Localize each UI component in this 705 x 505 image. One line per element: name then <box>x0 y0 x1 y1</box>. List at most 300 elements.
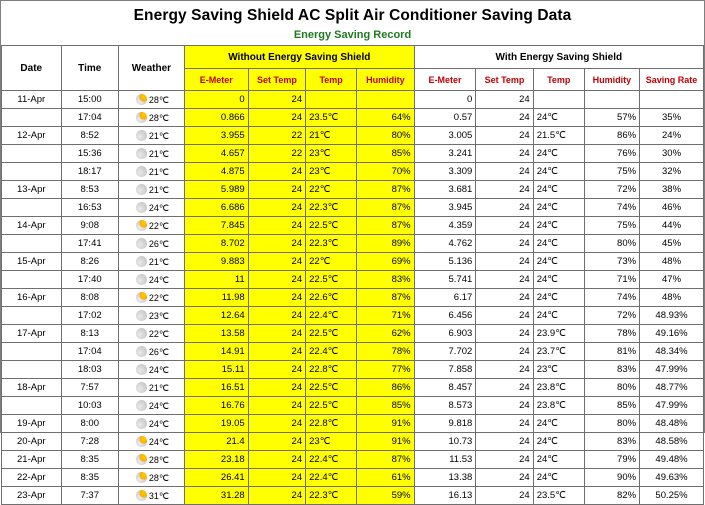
cell-with-emeter: 0 <box>414 91 476 109</box>
cell-with-humidity: 83% <box>584 433 639 451</box>
cell-with-temp: 23.8℃ <box>533 397 584 415</box>
cell-weather <box>118 253 184 271</box>
cell-with-humidity: 73% <box>584 253 639 271</box>
weather-temp: 21℃ <box>148 184 169 195</box>
cell-without-temp: 22.8℃ <box>306 415 357 433</box>
cell-time: 17:04 <box>61 109 118 127</box>
cell-with-settemp: 24 <box>476 415 533 433</box>
cell-saving-rate: 44% <box>640 217 704 235</box>
cell-without-settemp: 24 <box>248 181 305 199</box>
page-subtitle: Energy Saving Record <box>293 29 412 41</box>
cell-date <box>2 271 62 289</box>
cell-with-emeter: 6.903 <box>414 325 476 343</box>
cell-with-temp: 23.8℃ <box>533 379 584 397</box>
cell-without-temp: 22.3℃ <box>306 199 357 217</box>
sun-cloud-icon <box>136 454 147 465</box>
cell-without-settemp: 24 <box>248 307 305 325</box>
cell-without-humidity: 87% <box>357 181 414 199</box>
cell-with-temp: 23.5℃ <box>533 487 584 505</box>
cell-saving-rate: 46% <box>640 199 704 217</box>
table-row <box>2 289 704 307</box>
cell-with-temp: 24℃ <box>533 415 584 433</box>
cell-saving-rate: 50.25% <box>640 487 704 505</box>
sun-cloud-icon <box>136 490 147 501</box>
cell-with-emeter: 3.005 <box>414 127 476 145</box>
cell-time: 15:36 <box>61 145 118 163</box>
cell-without-humidity: 62% <box>357 325 414 343</box>
cell-without-humidity: 85% <box>357 397 414 415</box>
cell-saving-rate: 48.48% <box>640 415 704 433</box>
cell-with-emeter: 4.359 <box>414 217 476 235</box>
cell-without-humidity: 85% <box>357 145 414 163</box>
cell-with-settemp: 24 <box>476 433 533 451</box>
cell-with-temp: 24℃ <box>533 109 584 127</box>
cell-date <box>2 145 62 163</box>
cell-saving-rate: 48.77% <box>640 379 704 397</box>
cell-without-humidity: 91% <box>357 415 414 433</box>
weather-temp: 22℃ <box>148 292 169 303</box>
cell-without-settemp: 24 <box>248 289 305 307</box>
weather-temp: 26℃ <box>148 346 169 357</box>
cell-without-temp: 22.3℃ <box>306 235 357 253</box>
cell-without-humidity: 64% <box>357 109 414 127</box>
table-body <box>2 91 704 505</box>
cell-with-settemp: 24 <box>476 469 533 487</box>
cell-without-emeter: 19.05 <box>184 415 248 433</box>
cloud-icon <box>136 238 147 249</box>
table-row <box>2 325 704 343</box>
cell-with-emeter: 4.762 <box>414 235 476 253</box>
cell-weather <box>118 343 184 361</box>
table-row <box>2 397 704 415</box>
cell-without-humidity: 87% <box>357 199 414 217</box>
cell-without-temp: 22.3℃ <box>306 487 357 505</box>
cell-without-settemp: 24 <box>248 361 305 379</box>
cell-without-settemp: 24 <box>248 487 305 505</box>
cell-date <box>2 109 62 127</box>
cell-with-temp: 24℃ <box>533 253 584 271</box>
cell-with-temp: 24℃ <box>533 451 584 469</box>
cell-weather <box>118 145 184 163</box>
column-header-date: Date <box>2 46 62 91</box>
cell-with-temp: 24℃ <box>533 181 584 199</box>
cell-without-emeter: 3.955 <box>184 127 248 145</box>
cell-without-settemp: 22 <box>248 127 305 145</box>
cell-without-humidity: 87% <box>357 217 414 235</box>
cell-without-temp: 22.4℃ <box>306 343 357 361</box>
cell-without-temp: 22.5℃ <box>306 379 357 397</box>
cell-time: 16:53 <box>61 199 118 217</box>
cloud-icon <box>136 202 147 213</box>
column-header-time: Time <box>61 46 118 91</box>
cell-with-settemp: 24 <box>476 163 533 181</box>
cell-with-emeter: 3.241 <box>414 145 476 163</box>
cell-saving-rate: 49.48% <box>640 451 704 469</box>
cell-with-emeter: 11.53 <box>414 451 476 469</box>
cell-time: 8:53 <box>61 181 118 199</box>
cell-with-settemp: 24 <box>476 361 533 379</box>
weather-temp: 28℃ <box>148 472 169 483</box>
cell-without-settemp: 22 <box>248 145 305 163</box>
cell-without-settemp: 24 <box>248 325 305 343</box>
cell-without-settemp: 24 <box>248 433 305 451</box>
cell-without-temp: 22℃ <box>306 253 357 271</box>
column-header-with-emeter: E-Meter <box>414 69 476 91</box>
weather-temp: 21℃ <box>148 166 169 177</box>
cell-time: 17:04 <box>61 343 118 361</box>
sun-cloud-icon <box>136 292 147 303</box>
cell-with-emeter: 16.13 <box>414 487 476 505</box>
cell-without-settemp: 24 <box>248 469 305 487</box>
cell-weather <box>118 397 184 415</box>
cell-date <box>2 397 62 415</box>
cell-without-humidity: 87% <box>357 451 414 469</box>
cell-with-humidity: 79% <box>584 451 639 469</box>
column-header-without-settemp: Set Temp <box>248 69 305 91</box>
cell-with-temp: 21.5℃ <box>533 127 584 145</box>
cell-with-humidity: 71% <box>584 271 639 289</box>
cell-without-humidity: 61% <box>357 469 414 487</box>
cloud-icon <box>136 130 147 141</box>
cell-saving-rate: 38% <box>640 181 704 199</box>
cell-without-temp: 22.5℃ <box>306 271 357 289</box>
cell-time: 7:37 <box>61 487 118 505</box>
cell-with-humidity: 72% <box>584 181 639 199</box>
cell-with-humidity: 74% <box>584 199 639 217</box>
cell-without-humidity: 78% <box>357 343 414 361</box>
cell-with-temp: 24℃ <box>533 307 584 325</box>
cell-with-temp: 24℃ <box>533 235 584 253</box>
cell-with-settemp: 24 <box>476 253 533 271</box>
cell-date <box>2 361 62 379</box>
cloud-icon <box>136 148 147 159</box>
cell-without-temp: 22.4℃ <box>306 469 357 487</box>
cell-with-emeter: 8.573 <box>414 397 476 415</box>
cell-with-temp: 24℃ <box>533 217 584 235</box>
cell-saving-rate: 45% <box>640 235 704 253</box>
cloud-icon <box>136 274 147 285</box>
cell-with-settemp: 24 <box>476 235 533 253</box>
cell-without-settemp: 24 <box>248 253 305 271</box>
cell-time: 18:03 <box>61 361 118 379</box>
weather-temp: 21℃ <box>148 256 169 267</box>
cell-date: 17-Apr <box>2 325 62 343</box>
cell-date: 20-Apr <box>2 433 62 451</box>
cell-weather <box>118 487 184 505</box>
cell-with-emeter: 8.457 <box>414 379 476 397</box>
cell-without-settemp: 24 <box>248 397 305 415</box>
cell-saving-rate: 47% <box>640 271 704 289</box>
cell-without-temp: 23℃ <box>306 145 357 163</box>
cell-weather <box>118 379 184 397</box>
table-row <box>2 343 704 361</box>
cell-without-temp <box>306 91 357 109</box>
cell-with-humidity: 78% <box>584 325 639 343</box>
cell-with-humidity: 76% <box>584 145 639 163</box>
cell-with-emeter: 13.38 <box>414 469 476 487</box>
cell-weather <box>118 325 184 343</box>
cell-without-emeter: 23.18 <box>184 451 248 469</box>
cell-with-humidity: 81% <box>584 343 639 361</box>
column-header-without-emeter: E-Meter <box>184 69 248 91</box>
cell-with-emeter: 7.858 <box>414 361 476 379</box>
cell-weather <box>118 469 184 487</box>
cell-with-emeter: 5.136 <box>414 253 476 271</box>
cell-without-humidity: 69% <box>357 253 414 271</box>
cell-with-temp: 24℃ <box>533 271 584 289</box>
column-header-without-humidity: Humidity <box>357 69 414 91</box>
cell-saving-rate: 30% <box>640 145 704 163</box>
weather-temp: 24℃ <box>148 274 169 285</box>
cloud-icon <box>136 184 147 195</box>
cell-with-emeter: 7.702 <box>414 343 476 361</box>
cell-saving-rate <box>640 91 704 109</box>
cell-without-emeter: 0.866 <box>184 109 248 127</box>
table-row <box>2 487 704 505</box>
cell-with-settemp: 24 <box>476 199 533 217</box>
cell-weather <box>118 217 184 235</box>
cell-date: 21-Apr <box>2 451 62 469</box>
cell-saving-rate: 48% <box>640 253 704 271</box>
column-header-with-humidity: Humidity <box>584 69 639 91</box>
cell-with-settemp: 24 <box>476 289 533 307</box>
cell-without-temp: 22.6℃ <box>306 289 357 307</box>
cell-with-settemp: 24 <box>476 127 533 145</box>
table-row <box>2 163 704 181</box>
cell-without-temp: 22.5℃ <box>306 325 357 343</box>
cell-without-humidity: 91% <box>357 433 414 451</box>
cell-without-humidity: 87% <box>357 289 414 307</box>
table-row <box>2 433 704 451</box>
cell-without-emeter: 13.58 <box>184 325 248 343</box>
cell-date: 18-Apr <box>2 379 62 397</box>
cell-date: 22-Apr <box>2 469 62 487</box>
column-header-saving-rate: Saving Rate <box>640 69 704 91</box>
table-row <box>2 469 704 487</box>
cell-saving-rate: 48.34% <box>640 343 704 361</box>
cell-date: 15-Apr <box>2 253 62 271</box>
cloud-icon <box>136 364 147 375</box>
cell-with-settemp: 24 <box>476 343 533 361</box>
table-row <box>2 271 704 289</box>
cell-saving-rate: 49.16% <box>640 325 704 343</box>
cell-time: 10:03 <box>61 397 118 415</box>
cell-time: 17:41 <box>61 235 118 253</box>
column-header-with-settemp: Set Temp <box>476 69 533 91</box>
cell-with-humidity: 72% <box>584 307 639 325</box>
cell-date: 16-Apr <box>2 289 62 307</box>
cell-time: 8:35 <box>61 469 118 487</box>
table-row <box>2 253 704 271</box>
cloud-icon <box>136 256 147 267</box>
cell-time: 15:00 <box>61 91 118 109</box>
cell-time: 18:17 <box>61 163 118 181</box>
weather-temp: 21℃ <box>148 148 169 159</box>
table-row <box>2 145 704 163</box>
cell-without-temp: 22.4℃ <box>306 451 357 469</box>
cell-with-humidity: 83% <box>584 361 639 379</box>
energy-saving-table <box>1 45 704 505</box>
cell-weather <box>118 199 184 217</box>
cell-with-temp: 24℃ <box>533 469 584 487</box>
cell-with-humidity: 80% <box>584 379 639 397</box>
cloud-icon <box>136 328 147 339</box>
cell-with-temp: 24℃ <box>533 289 584 307</box>
cell-saving-rate: 24% <box>640 127 704 145</box>
weather-temp: 24℃ <box>148 436 169 447</box>
cell-with-temp: 23.7℃ <box>533 343 584 361</box>
cell-with-settemp: 24 <box>476 91 533 109</box>
cell-with-emeter: 10.73 <box>414 433 476 451</box>
cell-weather <box>118 181 184 199</box>
cell-with-emeter: 3.945 <box>414 199 476 217</box>
cell-without-humidity: 89% <box>357 235 414 253</box>
cell-date: 14-Apr <box>2 217 62 235</box>
cell-without-emeter: 14.91 <box>184 343 248 361</box>
cell-with-humidity: 80% <box>584 415 639 433</box>
cell-weather <box>118 271 184 289</box>
cell-weather <box>118 109 184 127</box>
cell-without-emeter: 16.51 <box>184 379 248 397</box>
sun-cloud-icon <box>136 112 147 123</box>
cell-weather <box>118 91 184 109</box>
cell-time: 7:28 <box>61 433 118 451</box>
cell-with-settemp: 24 <box>476 379 533 397</box>
cell-without-settemp: 24 <box>248 235 305 253</box>
cell-without-emeter: 12.64 <box>184 307 248 325</box>
column-header-with-temp: Temp <box>533 69 584 91</box>
table-row <box>2 181 704 199</box>
cell-without-humidity <box>357 91 414 109</box>
cell-saving-rate: 48.58% <box>640 433 704 451</box>
cell-weather <box>118 163 184 181</box>
cell-with-settemp: 24 <box>476 325 533 343</box>
cell-without-emeter: 7.845 <box>184 217 248 235</box>
cell-time: 8:13 <box>61 325 118 343</box>
cell-without-emeter: 15.11 <box>184 361 248 379</box>
cell-with-emeter: 3.309 <box>414 163 476 181</box>
sun-cloud-icon <box>136 472 147 483</box>
weather-temp: 28℃ <box>148 112 169 123</box>
table-row <box>2 199 704 217</box>
cell-without-settemp: 24 <box>248 343 305 361</box>
cell-with-temp: 24℃ <box>533 433 584 451</box>
weather-temp: 22℃ <box>148 220 169 231</box>
weather-temp: 24℃ <box>148 400 169 411</box>
table-row <box>2 307 704 325</box>
cell-without-emeter: 9.883 <box>184 253 248 271</box>
table-row <box>2 91 704 109</box>
cell-with-humidity: 86% <box>584 127 639 145</box>
cell-with-emeter: 6.456 <box>414 307 476 325</box>
table-row <box>2 235 704 253</box>
cloud-icon <box>136 382 147 393</box>
cell-time: 8:00 <box>61 415 118 433</box>
cell-saving-rate: 35% <box>640 109 704 127</box>
weather-temp: 21℃ <box>148 130 169 141</box>
weather-temp: 31℃ <box>148 490 169 501</box>
cell-weather <box>118 307 184 325</box>
cell-with-humidity: 82% <box>584 487 639 505</box>
cell-with-temp: 24℃ <box>533 145 584 163</box>
cloud-icon <box>136 400 147 411</box>
cell-date: 12-Apr <box>2 127 62 145</box>
sun-cloud-icon <box>136 436 147 447</box>
cell-without-temp: 22℃ <box>306 181 357 199</box>
cell-with-settemp: 24 <box>476 397 533 415</box>
cell-without-temp: 23℃ <box>306 433 357 451</box>
weather-temp: 22℃ <box>148 328 169 339</box>
sun-cloud-icon <box>136 94 147 105</box>
cell-with-settemp: 24 <box>476 271 533 289</box>
cell-with-humidity: 80% <box>584 235 639 253</box>
cell-without-humidity: 80% <box>357 127 414 145</box>
cell-saving-rate: 48% <box>640 289 704 307</box>
cell-without-settemp: 24 <box>248 415 305 433</box>
cell-with-temp: 23℃ <box>533 361 584 379</box>
cell-without-humidity: 70% <box>357 163 414 181</box>
cell-without-emeter: 8.702 <box>184 235 248 253</box>
weather-temp: 24℃ <box>148 364 169 375</box>
cell-date: 13-Apr <box>2 181 62 199</box>
cell-without-emeter: 6.686 <box>184 199 248 217</box>
cell-with-humidity: 74% <box>584 289 639 307</box>
cell-without-temp: 22.5℃ <box>306 217 357 235</box>
column-header-without-temp: Temp <box>306 69 357 91</box>
cell-date: 19-Apr <box>2 415 62 433</box>
cell-date <box>2 163 62 181</box>
cell-time: 9:08 <box>61 217 118 235</box>
table-row <box>2 127 704 145</box>
cell-date <box>2 235 62 253</box>
cell-date <box>2 307 62 325</box>
cell-with-humidity: 75% <box>584 217 639 235</box>
cell-without-humidity: 77% <box>357 361 414 379</box>
cell-saving-rate: 48.93% <box>640 307 704 325</box>
page-title: Energy Saving Shield AC Split Air Conditioner Saving Data <box>133 7 572 24</box>
table-row <box>2 415 704 433</box>
cell-without-temp: 22.5℃ <box>306 397 357 415</box>
cell-without-emeter: 21.4 <box>184 433 248 451</box>
weather-temp: 23℃ <box>148 310 169 321</box>
cell-without-emeter: 11 <box>184 271 248 289</box>
cell-without-humidity: 83% <box>357 271 414 289</box>
cell-without-humidity: 86% <box>357 379 414 397</box>
cell-with-settemp: 24 <box>476 217 533 235</box>
cell-with-settemp: 24 <box>476 307 533 325</box>
cell-without-settemp: 24 <box>248 199 305 217</box>
cell-with-emeter: 5.741 <box>414 271 476 289</box>
cell-without-emeter: 26.41 <box>184 469 248 487</box>
cell-with-temp <box>533 91 584 109</box>
column-header-weather: Weather <box>118 46 184 91</box>
cell-without-settemp: 24 <box>248 379 305 397</box>
group-header-with-shield: With Energy Saving Shield <box>414 46 703 69</box>
cell-date: 11-Apr <box>2 91 62 109</box>
cloud-icon <box>136 310 147 321</box>
cell-with-emeter: 9.818 <box>414 415 476 433</box>
weather-temp: 28℃ <box>148 454 169 465</box>
cell-with-humidity: 85% <box>584 397 639 415</box>
cell-saving-rate: 32% <box>640 163 704 181</box>
cell-saving-rate: 49.63% <box>640 469 704 487</box>
cell-weather <box>118 127 184 145</box>
cell-date: 23-Apr <box>2 487 62 505</box>
cell-saving-rate: 47.99% <box>640 397 704 415</box>
cell-with-settemp: 24 <box>476 109 533 127</box>
cell-without-settemp: 24 <box>248 109 305 127</box>
cell-without-temp: 23℃ <box>306 163 357 181</box>
